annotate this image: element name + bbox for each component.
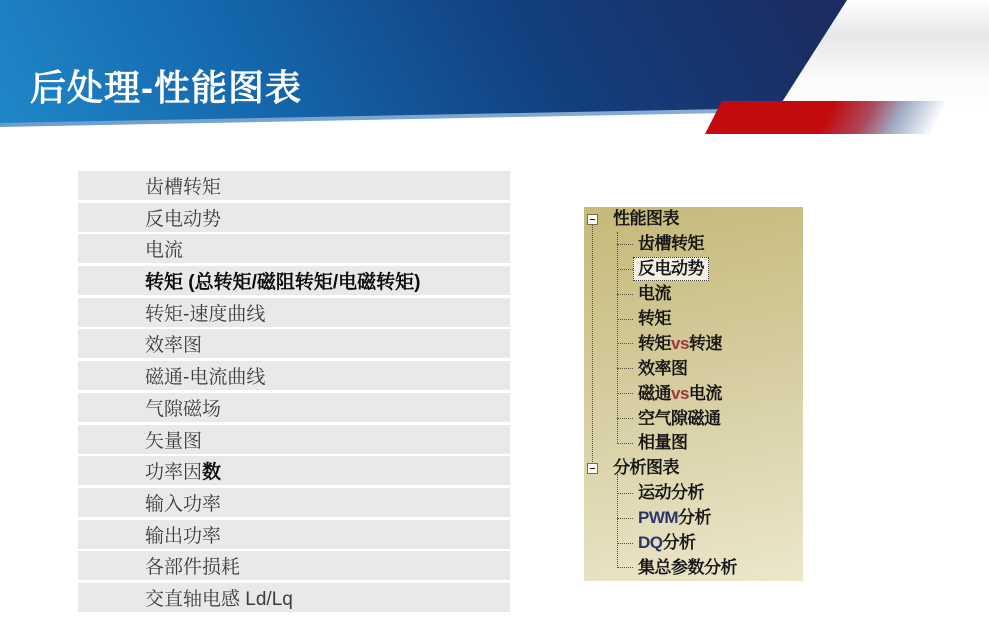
tree-node-group [584, 456, 803, 481]
tree-node [584, 431, 803, 456]
tree-node-label[interactable]: 集总参数分析 [638, 557, 737, 577]
list-item [78, 171, 510, 200]
tree-node [584, 406, 803, 431]
list-item [78, 456, 510, 485]
list-item-label: 功率因 [145, 462, 203, 484]
tree-node-label[interactable]: 效率图 [638, 358, 688, 378]
tree-connector-line [617, 244, 633, 245]
list-item [78, 203, 510, 232]
tree-connector-line [617, 343, 633, 344]
tree-label-latin: DQ [638, 533, 663, 553]
tree-label-part: 转矩 [638, 333, 671, 353]
tree-node-label[interactable]: 反电动势 [633, 257, 709, 281]
tree-label-part: 转速 [688, 333, 722, 353]
list-item [78, 298, 510, 327]
list-item-label: 矢量图 [145, 430, 203, 452]
tree-collapse-icon[interactable] [587, 463, 598, 474]
list-item [78, 329, 510, 358]
list-item-label-bold-part: 数 [202, 462, 222, 484]
tree-node [584, 381, 803, 406]
tree-connector-line [617, 493, 633, 494]
tree-label-latin: PWM [638, 508, 679, 528]
tree-node [584, 282, 803, 307]
tree-node-label[interactable] [633, 506, 716, 530]
tree-node-label[interactable]: 齿槽转矩 [638, 234, 704, 254]
tree-node-label[interactable]: 空气隙磁通 [638, 408, 721, 428]
tree-connector-line [617, 567, 633, 568]
list-item [78, 488, 510, 517]
tree-node-label[interactable]: 电流 [638, 284, 671, 304]
list-item-label: 各部件损耗 [145, 557, 241, 579]
list-item [78, 583, 510, 612]
tree-node-selected [584, 257, 803, 282]
chart-tree-panel [584, 207, 803, 581]
list-item-label: 输出功率 [145, 525, 222, 547]
list-item [78, 234, 510, 263]
list-item-label: 齿槽转矩 [145, 177, 222, 198]
tree-connector-line [617, 368, 633, 369]
tree-connector-line [617, 518, 633, 519]
minus-glyph [590, 219, 595, 220]
tree-label-part: 分析 [662, 533, 696, 553]
tree-node [584, 481, 803, 506]
tree-node [584, 555, 803, 580]
tree-connector-line [617, 418, 633, 419]
tree-label-vs: vs [671, 383, 689, 403]
tree-label-part: 分析 [678, 508, 712, 528]
tree-node [584, 506, 803, 531]
tree-connector-line [617, 543, 633, 544]
list-item-label: 输入功率 [145, 493, 222, 515]
tree-node-label[interactable]: 相量图 [638, 433, 688, 453]
performance-chart-list [78, 171, 510, 615]
tree-node [584, 531, 803, 556]
tree-node [584, 307, 803, 332]
list-item-label: 电流 [145, 240, 184, 262]
list-item-label: 磁通-电流曲线 [145, 367, 266, 389]
tree-node-label[interactable] [633, 531, 701, 555]
red-accent-stripe [705, 101, 948, 134]
tree-node [584, 331, 803, 356]
tree-node-label[interactable] [633, 382, 727, 406]
list-item-label: 气隙磁场 [145, 398, 222, 420]
list-item-label: 转矩 (总转矩/磁阻转矩/电磁转矩) [145, 272, 421, 294]
tree-label-part: 电流 [688, 383, 722, 403]
page-title: 后处理-性能图表 [30, 67, 302, 108]
tree-collapse-icon[interactable] [587, 214, 598, 225]
list-item-label: 反电动势 [145, 208, 222, 230]
list-item-label: 交直轴电感 Ld/Lq [145, 588, 293, 610]
tree-node-label[interactable]: 性能图表 [613, 209, 679, 229]
list-item-label: 转矩-速度曲线 [145, 303, 266, 325]
tree-connector-line [617, 319, 633, 320]
tree-node-label[interactable]: 转矩 [638, 309, 671, 328]
tree-connector-line [617, 269, 633, 270]
list-item [78, 361, 510, 390]
minus-glyph [590, 468, 595, 469]
tree-connector-line [617, 443, 633, 444]
list-item-label: 效率图 [145, 335, 203, 357]
tree-connector-line [617, 393, 633, 394]
list-item [78, 551, 510, 580]
list-item [78, 393, 510, 422]
list-item [78, 266, 510, 295]
list-item [78, 520, 510, 549]
tree-node [584, 356, 803, 381]
tree-node-label[interactable]: 分析图表 [613, 458, 679, 478]
tree-connector-line [617, 294, 633, 295]
tree-node-label[interactable]: 运动分析 [638, 483, 704, 503]
tree-label-vs: vs [671, 333, 689, 353]
tree-node-group [584, 207, 803, 232]
tree-node [584, 232, 803, 257]
tree-label-part: 磁通 [638, 383, 671, 403]
list-item [78, 425, 510, 454]
tree-node-label[interactable] [633, 332, 727, 356]
